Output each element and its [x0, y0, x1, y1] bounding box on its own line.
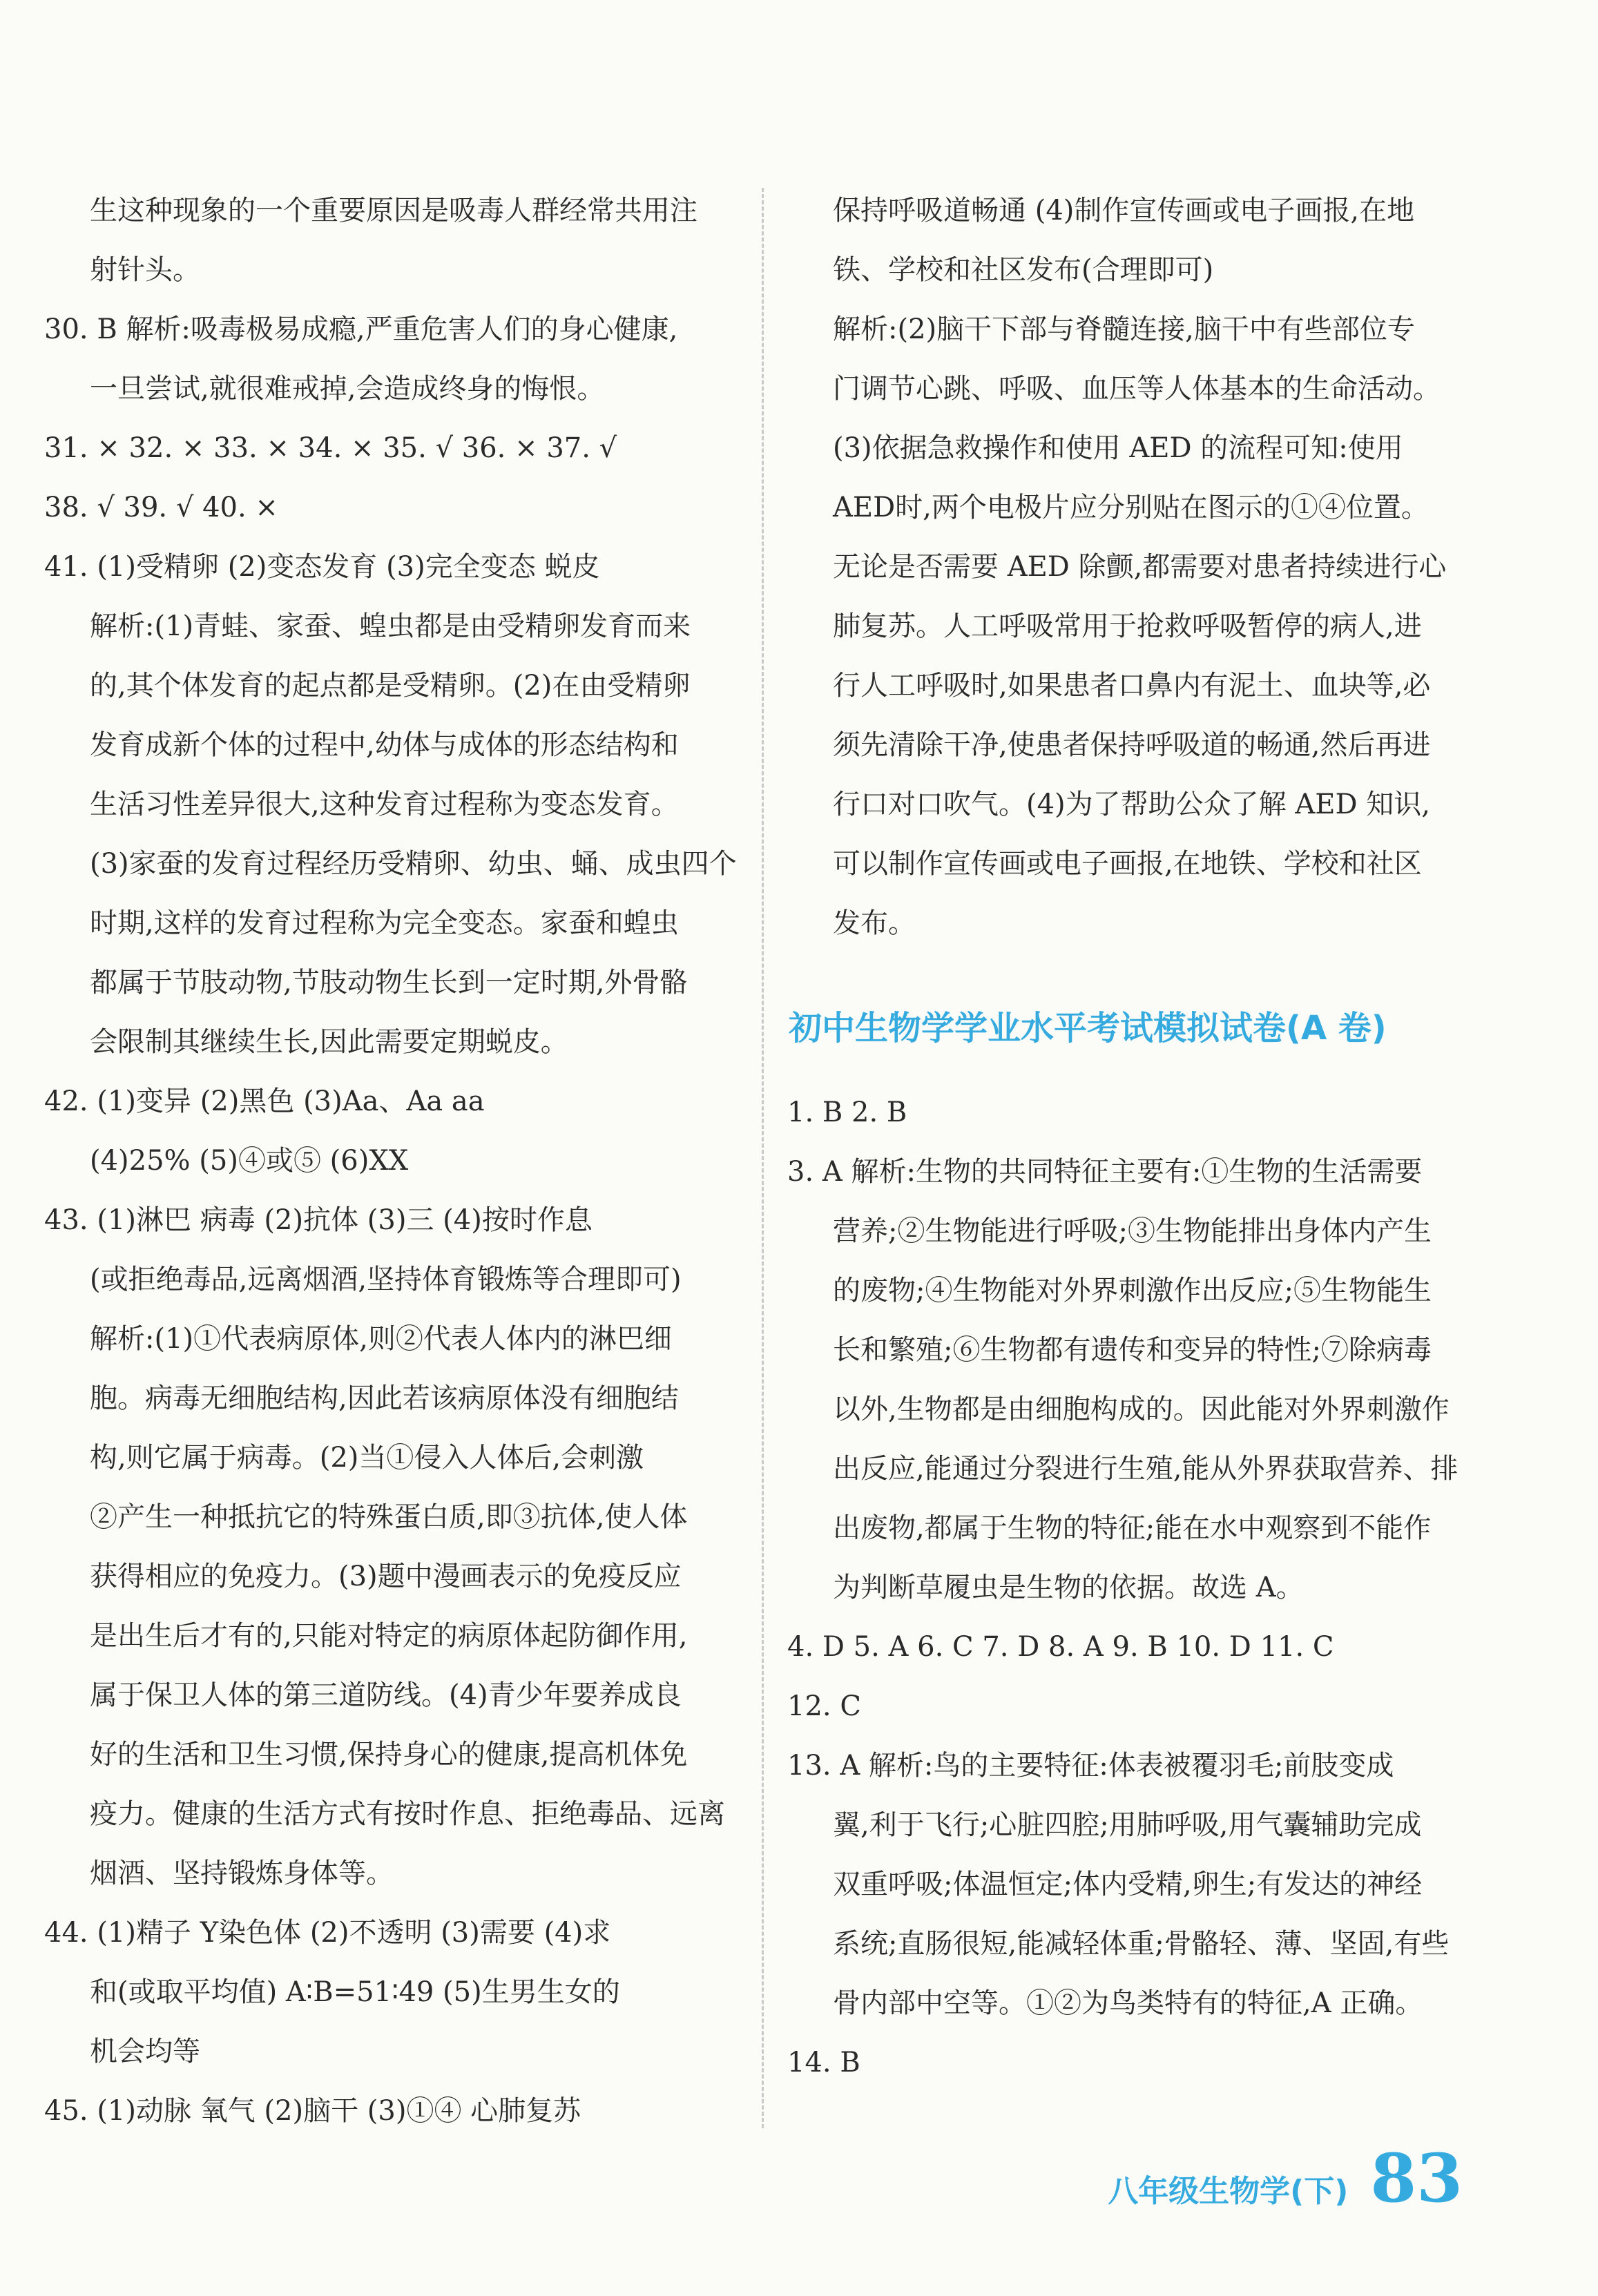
text-line: 机会均等: [90, 2036, 200, 2067]
text-line: 双重呼吸;体温恒定;体内受精,卵生;有发达的神经: [833, 1869, 1423, 1900]
text-line: 和(或取平均值) A∶B=51∶49 (5)生男生女的: [90, 1976, 620, 2008]
answer-item: 44. (1)精子 Y染色体 (2)不透明 (3)需要 (4)求: [44, 1917, 611, 1949]
left-column: [44, 181, 742, 2141]
text-line: 无论是否需要 AED 除颤,都需要对患者持续进行心: [833, 551, 1447, 583]
text-line: 生活习性差异很大,这种发育过程称为变态发育。: [90, 789, 679, 820]
text-line: 为判断草履虫是生物的依据。故选 A。: [833, 1572, 1304, 1603]
text-line: 射针头。: [90, 254, 200, 286]
page-footer: [1108, 2139, 1463, 2217]
text-line: 解析:(1)①代表病原体,则②代表人体内的淋巴细: [90, 1323, 672, 1355]
text-line: 长和繁殖;⑥生物都有遗传和变异的特性;⑦除病毒: [833, 1334, 1432, 1366]
text-line: 出废物,都属于生物的特征;能在水中观察到不能作: [833, 1512, 1432, 1544]
section-title: 初中生物学学业水平考试模拟试卷(A 卷): [789, 1009, 1387, 1048]
answer-item: 4. D 5. A 6. C 7. D 8. A 9. B 10. D 11. C: [787, 1631, 1334, 1663]
text-line: (3)家蚕的发育过程经历受精卵、幼虫、蛹、成虫四个: [90, 848, 737, 880]
text-line: 解析:(2)脑干下部与脊髓连接,脑干中有些部位专: [833, 313, 1415, 345]
answer-item: 14. B: [787, 2047, 860, 2078]
text-line: 胞。病毒无细胞结构,因此若该病原体没有细胞结: [90, 1382, 679, 1414]
answer-item: 13. A 解析:鸟的主要特征:体表被覆羽毛;前肢变成: [787, 1750, 1394, 1782]
text-line: 解析:(1)青蛙、家蚕、蝗虫都是由受精卵发育而来: [90, 610, 691, 642]
answer-item: 30. B 解析:吸毒极易成瘾,严重危害人们的身心健康,: [44, 313, 678, 345]
text-line: 时期,这样的发育过程称为完全变态。家蚕和蝗虫: [90, 907, 679, 939]
text-line: 骨内部中空等。①②为鸟类特有的特征,A 正确。: [833, 1987, 1423, 2019]
text-line: 疫力。健康的生活方式有按时作息、拒绝毒品、远离: [90, 1798, 725, 1830]
answer-item: 1. B 2. B: [787, 1097, 907, 1128]
text-line: 保持呼吸道畅通 (4)制作宣传画或电子画报,在地: [833, 195, 1415, 226]
text-line: 都属于节肢动物,节肢动物生长到一定时期,外骨骼: [90, 967, 688, 999]
text-line: 构,则它属于病毒。(2)当①侵入人体后,会刺激: [90, 1442, 644, 1474]
text-line: 会限制其继续生长,因此需要定期蜕皮。: [90, 1026, 568, 1058]
text-line: 获得相应的免疫力。(3)题中漫画表示的免疫反应: [90, 1561, 682, 1592]
text-line: 生这种现象的一个重要原因是吸毒人群经常共用注: [90, 195, 697, 226]
answer-item: 41. (1)受精卵 (2)变态发育 (3)完全变态 蜕皮: [44, 551, 600, 583]
text-line: ②产生一种抵抗它的特殊蛋白质,即③抗体,使人体: [90, 1501, 688, 1533]
answer-item: 12. C: [787, 1690, 861, 1722]
text-line: 的,其个体发育的起点都是受精卵。(2)在由受精卵: [90, 670, 691, 702]
text-line: 是出生后才有的,只能对特定的病原体起防御作用,: [90, 1620, 688, 1652]
answer-item: 31. × 32. × 33. × 34. × 35. √ 36. × 37. √: [44, 432, 617, 464]
answer-item: 42. (1)变异 (2)黑色 (3)Aa、Aa aa: [44, 1086, 485, 1117]
text-line: 一旦尝试,就很难戒掉,会造成终身的悔恨。: [90, 373, 605, 405]
right-column: [787, 181, 1485, 2092]
text-line: 须先清除干净,使患者保持呼吸道的畅通,然后再进: [833, 729, 1431, 761]
text-line: 发育成新个体的过程中,幼体与成体的形态结构和: [90, 729, 679, 761]
text-line: (4)25% (5)④或⑤ (6)XX: [90, 1145, 409, 1177]
text-line: AED时,两个电极片应分别贴在图示的①④位置。: [833, 492, 1429, 523]
text-line: 翼,利于飞行;心脏四腔;用肺呼吸,用气囊辅助完成: [833, 1809, 1422, 1841]
text-line: 行人工呼吸时,如果患者口鼻内有泥土、血块等,必: [833, 670, 1431, 702]
text-line: 可以制作宣传画或电子画报,在地铁、学校和社区: [833, 848, 1422, 880]
text-line: (3)依据急救操作和使用 AED 的流程可知:使用: [833, 432, 1403, 464]
answer-item: 3. A 解析:生物的共同特征主要有:①生物的生活需要: [787, 1156, 1423, 1188]
page-number: 83: [1370, 2139, 1463, 2217]
answer-item: 38. √ 39. √ 40. ×: [44, 492, 278, 523]
footer-book-title: 八年级生物学(下): [1108, 2174, 1349, 2209]
answer-item: 43. (1)淋巴 病毒 (2)抗体 (3)三 (4)按时作息: [44, 1204, 593, 1236]
text-line: 营养;②生物能进行呼吸;③生物能排出身体内产生: [833, 1215, 1432, 1247]
section-spacer: [787, 1066, 1485, 1083]
text-line: 肺复苏。人工呼吸常用于抢救呼吸暂停的病人,进: [833, 610, 1422, 642]
text-line: 以外,生物都是由细胞构成的。因此能对外界刺激作: [833, 1393, 1450, 1425]
text-line: 烟酒、坚持锻炼身体等。: [90, 1858, 394, 1889]
text-line: 系统;直肠很短,能减轻体重;骨骼轻、薄、坚固,有些: [833, 1928, 1450, 1960]
text-line: 好的生活和卫生习惯,保持身心的健康,提高机体免: [90, 1739, 688, 1771]
text-line: 铁、学校和社区发布(合理即可): [833, 254, 1214, 286]
answer-item: 45. (1)动脉 氧气 (2)脑干 (3)①④ 心肺复苏: [44, 2095, 581, 2127]
text-line: 行口对口吹气。(4)为了帮助公众了解 AED 知识,: [833, 789, 1430, 820]
text-line: 出反应,能通过分裂进行生殖,能从外界获取营养、排: [833, 1453, 1459, 1485]
text-line: 属于保卫人体的第三道防线。(4)青少年要养成良: [90, 1679, 682, 1711]
text-line: 门调节心跳、呼吸、血压等人体基本的生命活动。: [833, 373, 1441, 405]
text-line: (或拒绝毒品,远离烟酒,坚持体育锻炼等合理即可): [90, 1264, 682, 1295]
text-line: 发布。: [833, 907, 916, 939]
text-line: 的废物;④生物能对外界刺激作出反应;⑤生物能生: [833, 1275, 1432, 1306]
column-divider: [762, 188, 764, 2128]
